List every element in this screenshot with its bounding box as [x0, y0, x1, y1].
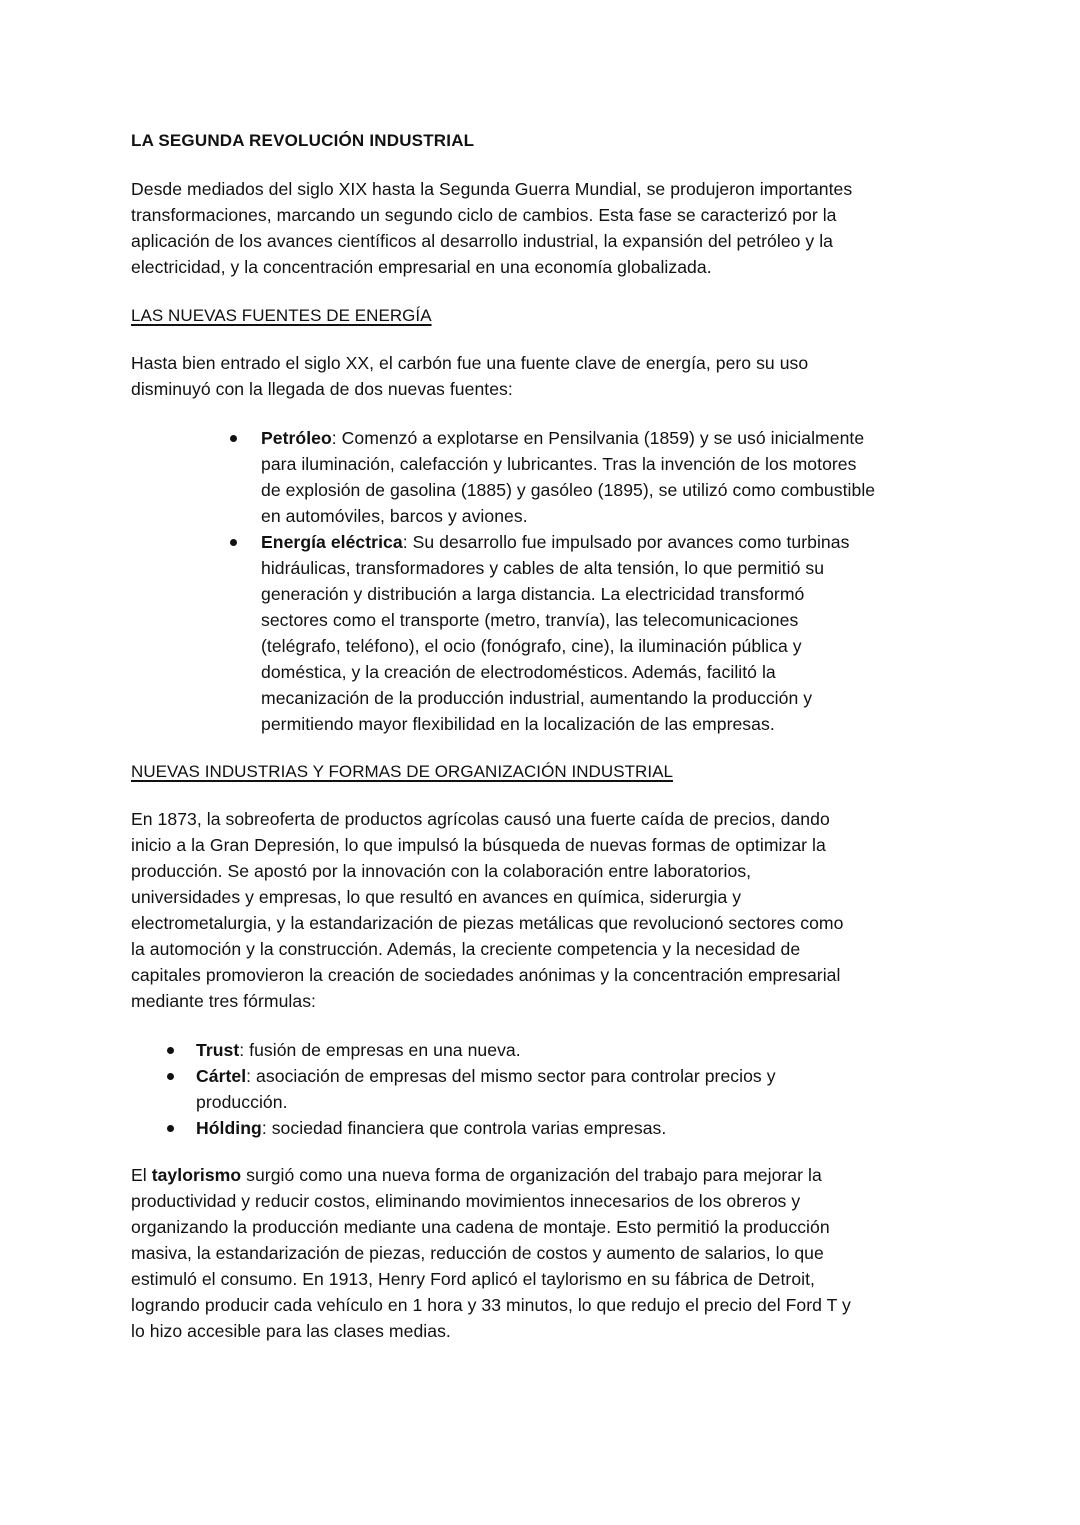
- term-trust: Trust: [196, 1040, 240, 1060]
- text-line: hidráulicas, transformadores y cables de alta tensión, lo que permitió su: [261, 558, 825, 578]
- bullet-icon: [167, 1125, 174, 1132]
- text-line: mediante tres fórmulas:: [131, 991, 316, 1011]
- list-item-holding: [131, 1115, 951, 1141]
- text-line: mecanización de la producción industrial, aumentando la producción y: [261, 688, 813, 708]
- taylorism-paragraph: [131, 1162, 851, 1344]
- text-line: electricidad, y la concentración empresarial en una economía globalizada.: [131, 257, 712, 277]
- text-line: doméstica, y la creación de electrodomésticos. Además, facilitó la: [261, 662, 776, 682]
- term-energia-electrica: Energía eléctrica: [261, 532, 403, 552]
- text-line: organizando la producción mediante una cadena de montaje. Esto permitió la producción: [131, 1217, 830, 1237]
- definition-text: : Su desarrollo fue impulsado por avances como turbinas: [402, 532, 850, 552]
- definition-text: : Comenzó a explotarse en Pensilvania (1859) y se usó inicialmente: [331, 428, 865, 448]
- industry-intro-paragraph: [131, 806, 843, 1014]
- intro-paragraph: [131, 176, 852, 280]
- text-line: en automóviles, barcos y aviones.: [261, 506, 528, 526]
- text-line: universidades y empresas, lo que resultó en avances en química, siderurgia y: [131, 887, 742, 907]
- text-line: para iluminación, calefacción y lubricantes. Tras la invención de los motores: [261, 454, 857, 474]
- text-line: estimuló el consumo. En 1913, Henry Ford aplicó el taylorismo en su fábrica de Detroit,: [131, 1269, 815, 1289]
- section-heading-energy: LAS NUEVAS FUENTES DE ENERGÍA: [131, 306, 432, 325]
- list-item-energia-electrica: [131, 529, 951, 737]
- list-item-cartel: [131, 1063, 951, 1115]
- text-line: masiva, la estandarización de piezas, reducción de costos y aumento de salarios, lo que: [131, 1243, 824, 1263]
- energy-sources-list: [131, 425, 951, 737]
- text-line: [196, 1115, 951, 1141]
- text-line: aplicación de los avances científicos al desarrollo industrial, la expansión del petróleo y la: [131, 231, 834, 251]
- business-concentration-list: [131, 1037, 951, 1141]
- list-item-petroleo: [131, 425, 951, 529]
- text-line: inicio a la Gran Depresión, lo que impulsó la búsqueda de nuevas formas de optimizar la: [131, 835, 826, 855]
- text-line: Hasta bien entrado el siglo XX, el carbón fue una fuente clave de energía, pero su uso: [131, 353, 809, 373]
- text-line: producción.: [196, 1092, 288, 1112]
- text-line: logrando producir cada vehículo en 1 hora y 33 minutos, lo que redujo el precio del Ford T y: [131, 1295, 851, 1315]
- text-line: En 1873, la sobreoferta de productos agrícolas causó una fuerte caída de precios, dando: [131, 809, 830, 829]
- text-line: transformaciones, marcando un segundo ciclo de cambios. Esta fase se caracterizó por la: [131, 205, 837, 225]
- text-line: capitales promovieron la creación de sociedades anónimas y la concentración empresarial: [131, 965, 841, 985]
- term-taylorismo: taylorismo: [151, 1165, 242, 1185]
- text-line: [261, 529, 951, 555]
- text-fragment: surgió como una nueva forma de organización del trabajo para mejorar la: [241, 1165, 822, 1185]
- term-cartel: Cártel: [196, 1066, 247, 1086]
- term-petroleo: Petróleo: [261, 428, 332, 448]
- text-line: Desde mediados del siglo XIX hasta la Segunda Guerra Mundial, se produjeron importantes: [131, 179, 853, 199]
- definition-text: : sociedad financiera que controla varias empresas.: [261, 1118, 667, 1138]
- bullet-icon: [230, 539, 237, 546]
- text-line: generación y distribución a larga distancia. La electricidad transformó: [261, 584, 805, 604]
- term-holding: Hólding: [196, 1118, 262, 1138]
- text-line: lo hizo accesible para las clases medias.: [131, 1321, 451, 1341]
- text-line: (telégrafo, teléfono), el ocio (fonógrafo, cine), la iluminación pública y: [261, 636, 802, 656]
- bullet-icon: [167, 1047, 174, 1054]
- list-item-trust: [131, 1037, 951, 1063]
- text-line: permitiendo mayor flexibilidad en la localización de las empresas.: [261, 714, 775, 734]
- text-line: disminuyó con la llegada de dos nuevas fuentes:: [131, 379, 513, 399]
- text-line: producción. Se apostó por la innovación con la colaboración entre laboratorios,: [131, 861, 752, 881]
- section-heading-industry: NUEVAS INDUSTRIAS Y FORMAS DE ORGANIZACIÓN INDUSTRIAL: [131, 762, 674, 781]
- definition-text: : asociación de empresas del mismo sector para controlar precios y: [246, 1066, 776, 1086]
- text-line: [196, 1037, 951, 1063]
- text-line: sectores como el transporte (metro, tranvía), las telecomunicaciones: [261, 610, 799, 630]
- text-line: electrometalurgia, y la estandarización de piezas metálicas que revolucionó sectores como: [131, 913, 844, 933]
- bullet-icon: [230, 435, 237, 442]
- energy-intro-paragraph: [131, 350, 808, 402]
- text-line: [131, 1162, 851, 1188]
- text-line: [196, 1063, 951, 1089]
- bullet-icon: [167, 1073, 174, 1080]
- definition-text: : fusión de empresas en una nueva.: [239, 1040, 521, 1060]
- document-title: LA SEGUNDA REVOLUCIÓN INDUSTRIAL: [131, 131, 475, 150]
- text-line: de explosión de gasolina (1885) y gasóleo (1895), se utilizó como combustible: [261, 480, 876, 500]
- text-fragment: El: [131, 1165, 152, 1185]
- text-line: [261, 425, 951, 451]
- text-line: productividad y reducir costos, eliminando movimientos innecesarios de los obreros y: [131, 1191, 801, 1211]
- text-line: la automoción y la construcción. Además, la creciente competencia y la necesidad de: [131, 939, 801, 959]
